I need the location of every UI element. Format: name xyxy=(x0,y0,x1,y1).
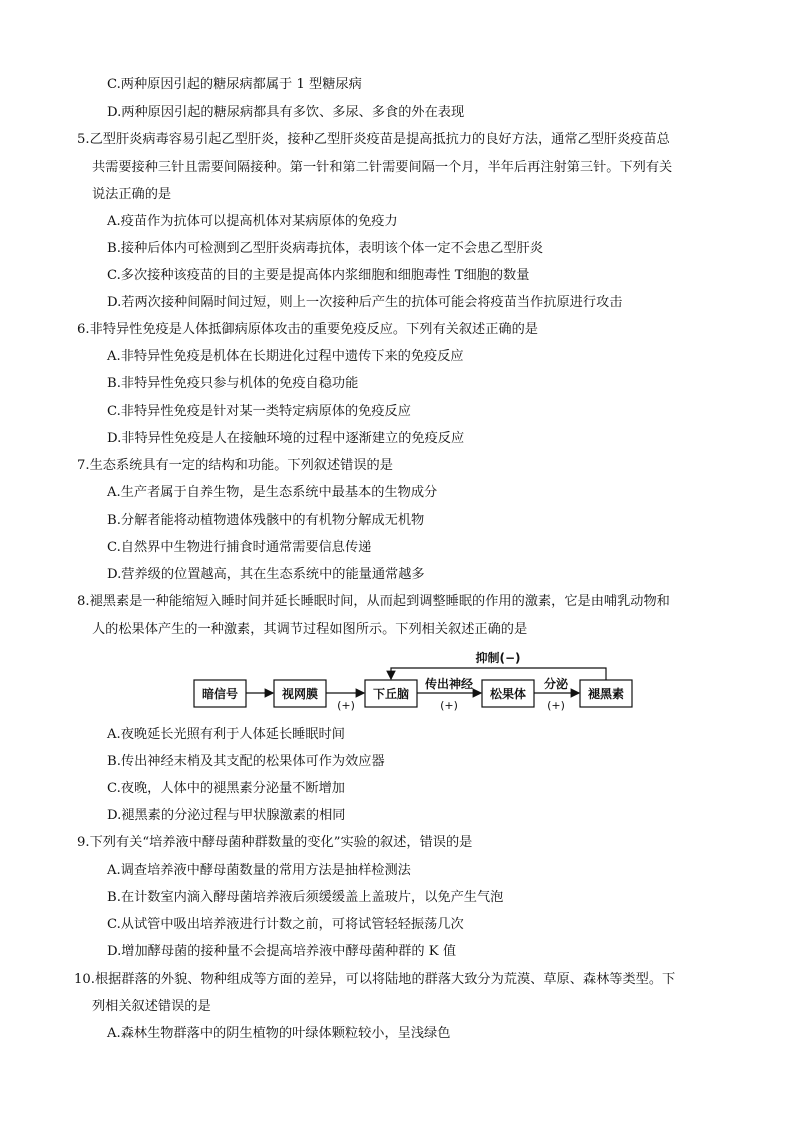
q4-option-c: C.两种原因引起的糖尿病都属于 1 型糖尿病 xyxy=(107,77,362,92)
efferent-nerve-sign: (+) xyxy=(440,699,458,712)
q5-stem-line-3: 说法正确的是 xyxy=(92,187,172,202)
q6-option-d: D.非特异性免疫是人在接触环境的过程中逐渐建立的免疫反应 xyxy=(107,431,465,446)
q9-option-c: C.从试管中吸出培养液进行计数之前，可将试管轻轻振荡几次 xyxy=(107,917,464,932)
q9-option-b: B.在计数室内滴入酵母菌培养液后须缓缓盖上盖玻片，以免产生气泡 xyxy=(107,890,504,905)
q9-option-d: D.增加酵母菌的接种量不会提高培养液中酵母菌种群的 K 值 xyxy=(107,944,457,959)
q5-option-d: D.若两次接种间隔时间过短，则上一次接种后产生的抗体可能会将疫苗当作抗原进行攻击 xyxy=(107,295,623,310)
efferent-nerve-label: 传出神经 xyxy=(424,677,474,691)
node-dark-signal xyxy=(194,680,246,707)
q5-stem-line-2: 共需要接种三针且需要间隔接种。第一针和第二针需要间隔一个月，半年后再注射第三针。下列有关 xyxy=(92,160,673,175)
q5-option-a: A.疫苗作为抗体可以提高机体对某病原体的免疫力 xyxy=(107,214,398,229)
q6-stem: 6.非特异性免疫是人体抵御病原体攻击的重要免疫反应。下列有关叙述正确的是 xyxy=(77,322,538,337)
q10-stem-line-1: 10.根据群落的外貌、物种组成等方面的差异，可以将陆地的群落大致分为荒漠、草原、森林等类型。下 xyxy=(74,972,676,987)
q5-option-b: B.接种后体内可检测到乙型肝炎病毒抗体，表明该个体一定不会患乙型肝炎 xyxy=(107,241,543,256)
node-hypothalamus xyxy=(365,680,417,707)
q10-option-a: A.森林生物群落中的阴生植物的叶绿体颗粒较小，呈浅绿色 xyxy=(107,1026,451,1041)
node-retina xyxy=(274,680,326,707)
retina-hypothalamus-sign: (+) xyxy=(337,699,355,712)
q7-option-a: A.生产者属于自养生物，是生态系统中最基本的生物成分 xyxy=(107,485,438,500)
node-retina-label: 视网膜 xyxy=(281,687,319,701)
q8-option-c: C.夜晚，人体中的褪黑素分泌量不断增加 xyxy=(107,781,345,796)
q8-option-d: D.褪黑素的分泌过程与甲状腺激素的相同 xyxy=(107,808,346,823)
q6-option-b: B.非特异性免疫只参与机体的免疫自稳功能 xyxy=(107,376,359,391)
node-melatonin-label: 褪黑素 xyxy=(587,687,625,701)
q4-option-d: D.两种原因引起的糖尿病都具有多饮、多尿、多食的外在表现 xyxy=(107,105,465,120)
secretion-label: 分泌 xyxy=(543,677,569,691)
q8-stem-line-2: 人的松果体产生的一种激素，其调节过程如图所示。下列相关叙述正确的是 xyxy=(92,622,528,637)
q7-option-c: C.自然界中生物进行捕食时通常需要信息传递 xyxy=(107,540,372,555)
melatonin-regulation-diagram xyxy=(190,650,640,714)
q5-stem-line-1: 5.乙型肝炎病毒容易引起乙型肝炎，接种乙型肝炎疫苗是提高抵抗力的良好方法，通常乙型肝炎疫苗总 xyxy=(77,132,670,147)
q10-stem-line-2: 列相关叙述错误的是 xyxy=(92,999,211,1014)
q8-option-a: A.夜晚延长光照有利于人体延长睡眠时间 xyxy=(107,727,345,742)
node-melatonin xyxy=(580,680,632,707)
secretion-sign: (+) xyxy=(547,699,565,712)
q9-stem: 9.下列有关“培养液中酵母菌种群数量的变化”实验的叙述，错误的是 xyxy=(77,835,473,850)
q8-stem-line-1: 8.褪黑素是一种能缩短入睡时间并延长睡眠时间，从而起到调整睡眠的作用的激素，它是由哺乳动物和 xyxy=(77,594,670,609)
q5-option-c: C.多次接种该疫苗的目的主要是提高体内浆细胞和细胞毒性 T细胞的数量 xyxy=(107,268,530,283)
q6-option-a: A.非特异性免疫是机体在长期进化过程中遗传下来的免疫反应 xyxy=(107,349,464,364)
q8-option-b: B.传出神经末梢及其支配的松果体可作为效应器 xyxy=(107,754,385,769)
node-dark-signal-label: 暗信号 xyxy=(201,687,239,701)
node-pineal-label: 松果体 xyxy=(489,687,527,701)
q9-option-a: A.调查培养液中酵母菌数量的常用方法是抽样检测法 xyxy=(107,863,411,878)
q7-option-d: D.营养级的位置越高，其在生态系统中的能量通常越多 xyxy=(107,567,425,582)
q7-option-b: B.分解者能将动植物遗体残骸中的有机物分解成无机物 xyxy=(107,513,425,528)
feedback-label: 抑制(−) xyxy=(475,651,521,665)
q6-option-c: C.非特异性免疫是针对某一类特定病原体的免疫反应 xyxy=(107,404,411,419)
node-hypothalamus-label: 下丘脑 xyxy=(372,687,410,701)
feedback-arrow xyxy=(391,668,606,680)
node-pineal xyxy=(482,680,534,707)
q7-stem: 7.生态系统具有一定的结构和功能。下列叙述错误的是 xyxy=(77,458,393,473)
